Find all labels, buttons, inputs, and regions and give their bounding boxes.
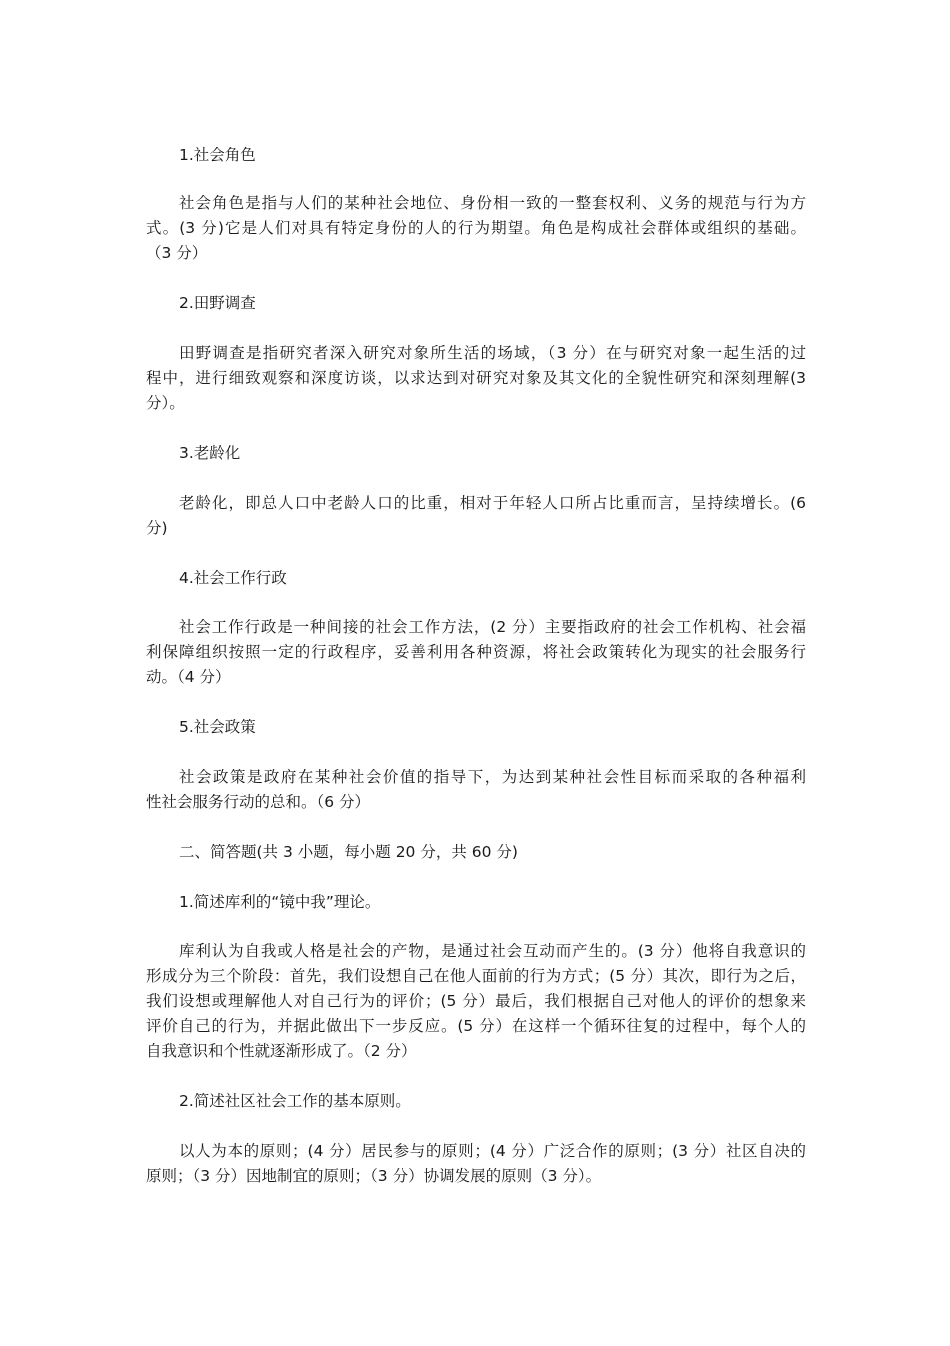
text-line: 动。（4 分）	[146, 668, 231, 686]
text-line: 田野调查是指研究者深入研究对象所生活的场域，（3 分）在与研究对象一起生活的过	[179, 344, 806, 362]
text-line: 分）。	[146, 394, 185, 412]
text-line: （3 分）	[146, 244, 208, 262]
text-line: 3.老龄化	[179, 444, 241, 462]
text-line: 1.简述库利的“镜中我”理论。	[179, 893, 381, 911]
section-heading	[146, 715, 839, 740]
question-heading	[146, 890, 839, 915]
answer-paragraph	[146, 1139, 806, 1189]
text-line: 式。(3 分)它是人们对具有特定身份的人的行为期望。角色是构成社会群体或组织的基础。	[146, 219, 806, 237]
text-line: 自我意识和个性就逐渐形成了。（2 分）	[146, 1042, 417, 1060]
text-line: 1.社会角色	[179, 146, 256, 164]
text-line: 我们设想或理解他人对自己行为的评价；(5 分）最后，我们根据自己对他人的评价的想象来	[146, 992, 806, 1010]
text-line: 原则；（3 分）因地制宜的原则；（3 分）协调发展的原则（3 分）。	[146, 1167, 602, 1185]
section-heading	[146, 291, 839, 316]
definition-paragraph	[146, 341, 806, 416]
text-line: 二、简答题(共 3 小题，每小题 20 分，共 60 分)	[179, 843, 518, 861]
text-line: 2.田野调查	[179, 294, 256, 312]
section-heading	[146, 566, 839, 591]
section-heading	[146, 143, 839, 168]
question-heading	[146, 1089, 839, 1114]
text-line: 4.社会工作行政	[179, 569, 287, 587]
text-line: 利保障组织按照一定的行政程序，妥善利用各种资源，将社会政策转化为现实的社会服务行	[146, 643, 806, 661]
section-heading	[146, 441, 839, 466]
definition-paragraph	[146, 615, 806, 690]
text-line: 2.简述社区社会工作的基本原则。	[179, 1092, 411, 1110]
text-line: 社会政策是政府在某种社会价值的指导下，为达到某种社会性目标而采取的各种福利	[179, 768, 806, 786]
text-line: 性社会服务行动的总和。（6 分）	[146, 793, 371, 811]
text-line: 形成分为三个阶段：首先，我们设想自己在他人面前的行为方式；(5 分）其次，即行为之后，	[146, 967, 806, 985]
text-line: 老龄化，即总人口中老龄人口的比重，相对于年轻人口所占比重而言，呈持续增长。(6	[179, 494, 806, 512]
definition-paragraph	[146, 191, 806, 266]
part-heading	[146, 840, 839, 865]
text-line: 5.社会政策	[179, 718, 256, 736]
text-line: 评价自己的行为，并据此做出下一步反应。(5 分）在这样一个循环往复的过程中，每个人的	[146, 1017, 806, 1035]
answer-paragraph	[146, 939, 806, 1064]
text-line: 社会角色是指与人们的某种社会地位、身份相一致的一整套权利、义务的规范与行为方	[179, 194, 806, 212]
text-line: 社会工作行政是一种间接的社会工作方法，(2 分）主要指政府的社会工作机构、社会福	[179, 618, 806, 636]
text-line: 程中，进行细致观察和深度访谈，以求达到对研究对象及其文化的全貌性研究和深刻理解(3	[146, 369, 806, 387]
text-line: 以人为本的原则；(4 分）居民参与的原则；(4 分）广泛合作的原则；(3 分）社区自决的	[179, 1142, 806, 1160]
definition-paragraph	[146, 765, 806, 815]
definition-paragraph	[146, 491, 806, 541]
text-line: 库利认为自我或人格是社会的产物，是通过社会互动而产生的。(3 分）他将自我意识的	[179, 942, 806, 960]
text-line: 分)	[146, 519, 168, 537]
